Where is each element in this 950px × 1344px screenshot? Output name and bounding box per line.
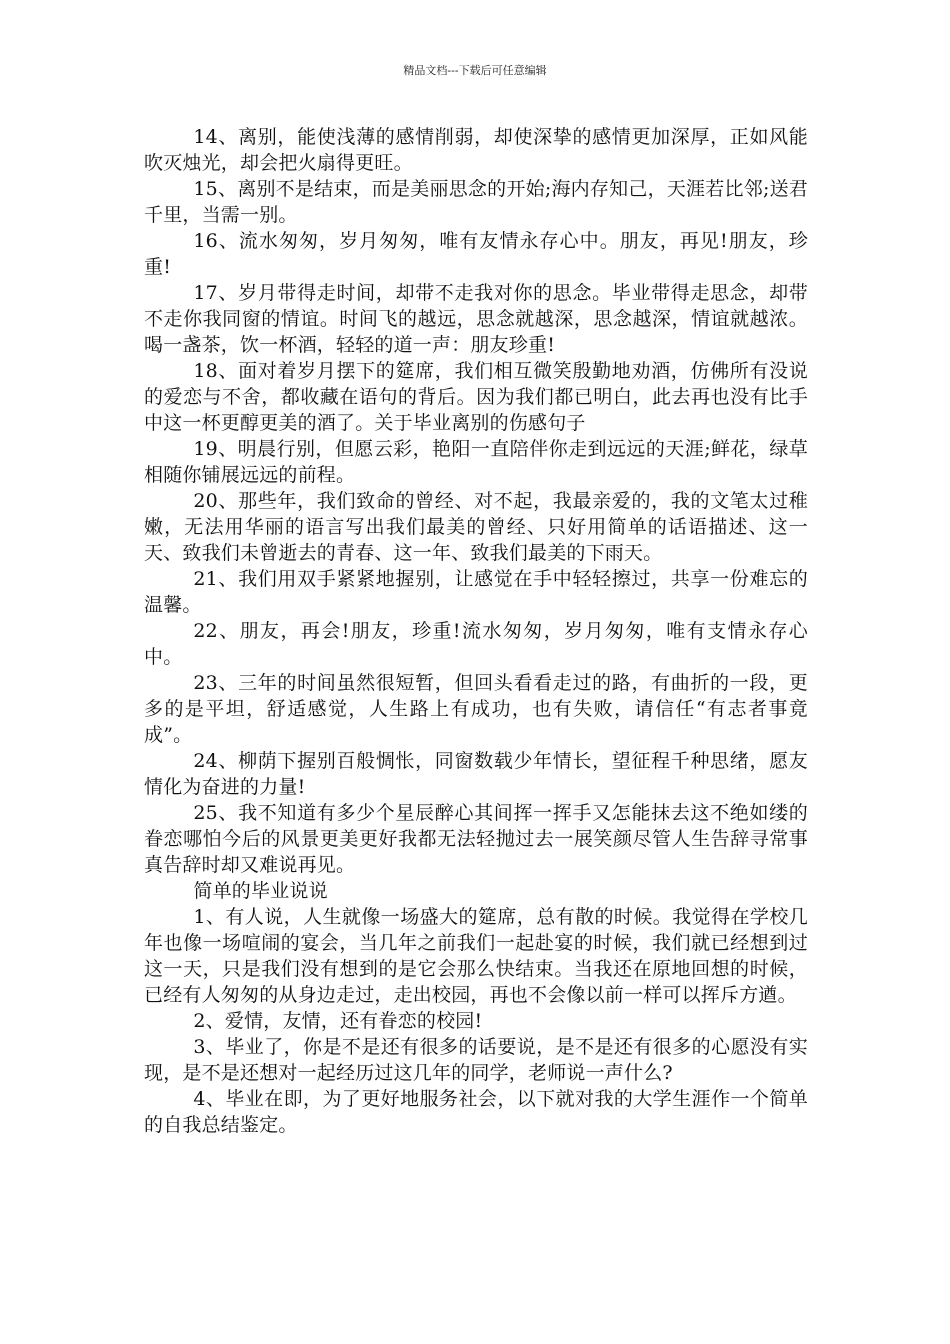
paragraph: 4、毕业在即，为了更好地服务社会，以下就对我的大学生涯作一个简单的自我总结鉴定。 [144, 1088, 808, 1136]
paragraph: 2、爱情，友情，还有眷恋的校园! [193, 1010, 483, 1032]
paragraph: 22、朋友，再会!朋友，珍重!流水匆匆，岁月匆匆，唯有支情永存心中。 [144, 620, 808, 668]
paragraph: 18、面对着岁月摆下的筵席，我们相互微笑殷勤地劝酒，仿佛所有没说的爱恋与不舍，都收藏在语句的背后。因为我们都已明白，此去再也没有比手中这一杯更醇更美的酒了。关于毕业离别的伤感句子 [144, 360, 808, 434]
paragraph: 14、离别，能使浅薄的感情削弱，却使深挚的感情更加深厚，正如风能吹灭烛光，却会把火扇得更旺。 [144, 126, 808, 174]
paragraph: 3、毕业了，你是不是还有很多的话要说，是不是还有很多的心愿没有实现，是不是还想对一起经历过这几年的同学，老师说一声什么? [144, 1036, 808, 1084]
paragraph: 20、那些年，我们致命的曾经、对不起，我最亲爱的，我的文笔太过稚嫩，无法用华丽的语言写出我们最美的曾经、只好用简单的话语描述、这一天、致我们未曾逝去的青春、这一年、致我们最美的下雨天。 [144, 490, 808, 564]
paragraph: 1、有人说，人生就像一场盛大的筵席，总有散的时候。我觉得在学校几年也像一场喧闹的宴会，当几年之前我们一起赴宴的时候，我们就已经想到过这一天，只是我们没有想到的是它会那么快结束。当我还在原地回想的时候，已经有人匆匆的从身边走过，走出校园，再也不会像以前一样可以挥斥方遒。 [144, 906, 808, 1006]
page-header: 精品文档---下载后可任意编辑 [403, 64, 547, 77]
paragraph: 16、流水匆匆，岁月匆匆，唯有友情永存心中。朋友，再见!朋友，珍重! [144, 230, 808, 278]
paragraph: 15、离别不是结束，而是美丽思念的开始;海内存知己，天涯若比邻;送君千里，当需一别。 [144, 178, 808, 226]
paragraph: 21、我们用双手紧紧地握别，让感觉在手中轻轻擦过，共享一份难忘的温馨。 [144, 568, 808, 616]
paragraph: 25、我不知道有多少个星辰醉心其间挥一挥手又怎能抹去这不绝如缕的眷恋哪怕今后的风景更美更好我都无法轻抛过去一展笑颜尽管人生告辞寻常事真告辞时却又难说再见。 [144, 802, 808, 876]
paragraph: 24、柳荫下握别百般惆怅，同窗数载少年情长，望征程千种思绪，愿友情化为奋进的力量! [144, 750, 808, 798]
document-body [144, 124, 808, 1138]
paragraph: 23、三年的时间虽然很短暂，但回头看看走过的路，有曲折的一段，更多的是平坦，舒适感觉，人生路上有成功，也有失败，请信任“有志者事竟成”。 [144, 672, 808, 746]
section-heading: 简单的毕业说说 [193, 880, 328, 902]
paragraph: 19、明晨行别，但愿云彩，艳阳一直陪伴你走到远远的天涯;鲜花，绿草相随你铺展远远的前程。 [144, 438, 808, 486]
paragraph: 17、岁月带得走时间，却带不走我对你的思念。毕业带得走思念，却带不走你我同窗的情谊。时间飞的越远，思念就越深，思念越深，情谊就越浓。喝一盏茶，饮一杯酒，轻轻的道一声：朋友珍重! [144, 282, 808, 356]
